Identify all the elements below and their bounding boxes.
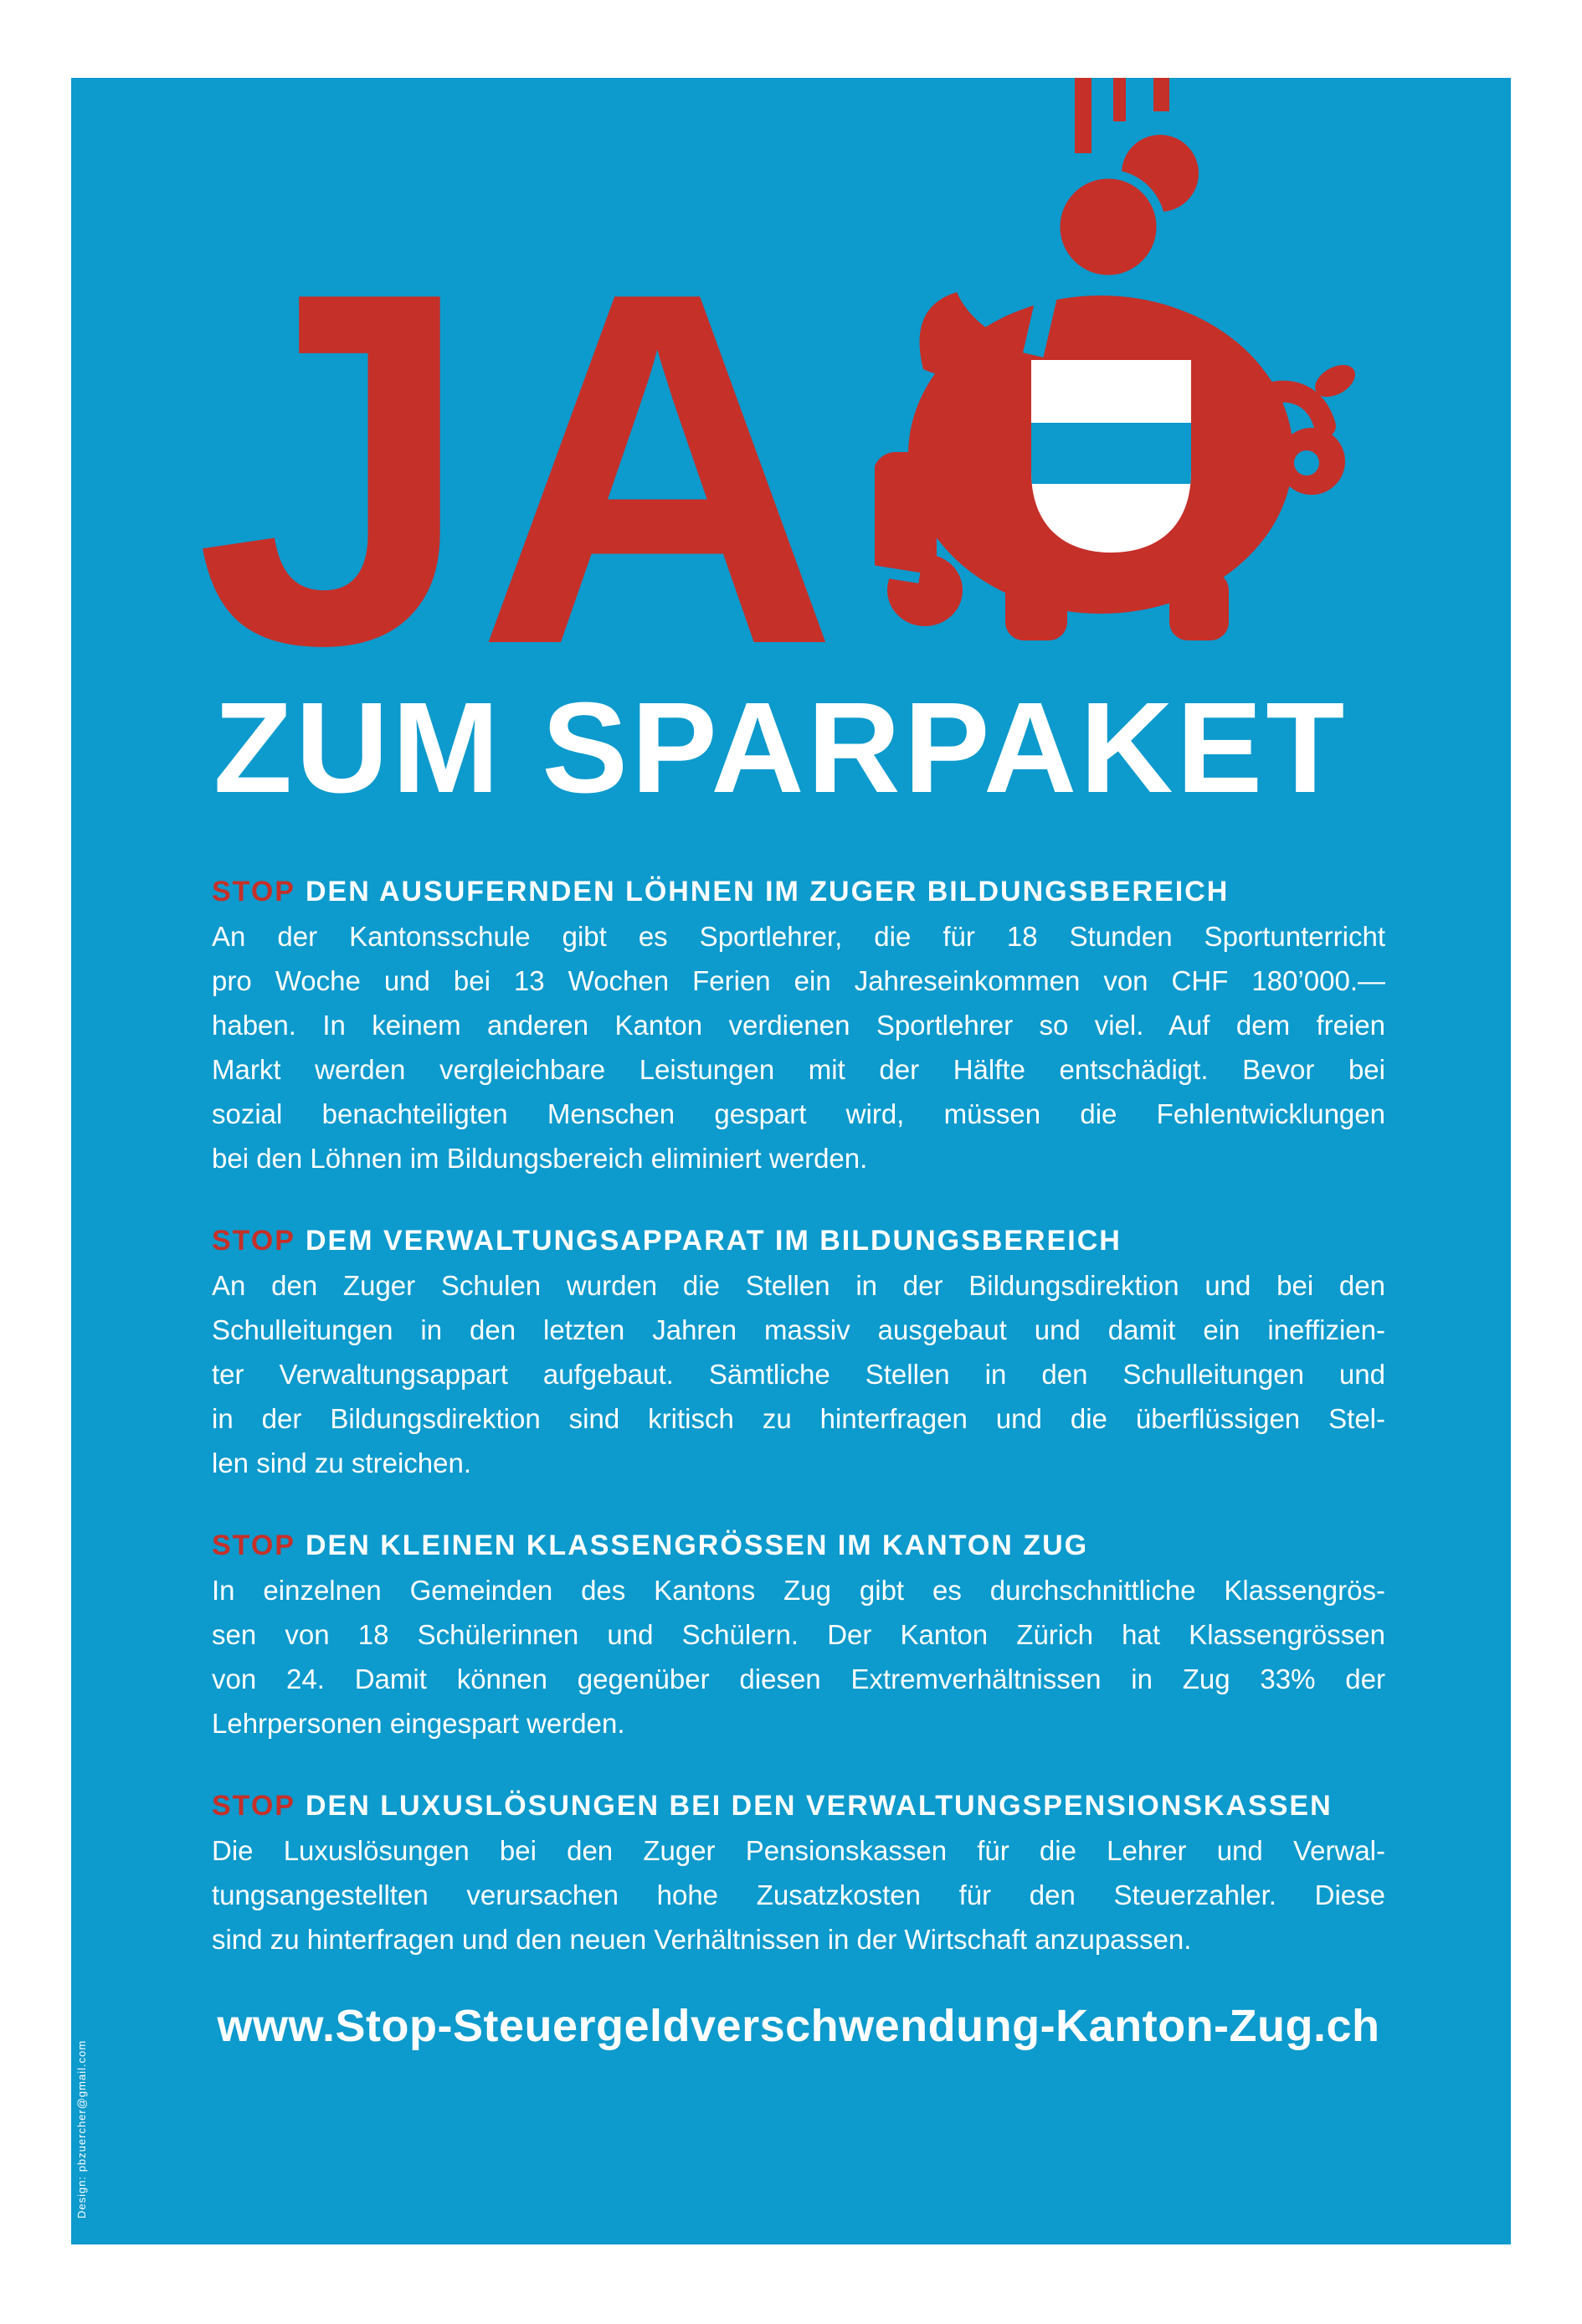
body-line: bei den Löhnen im Bildungsbereich eliminiert werden. (212, 1143, 868, 1174)
poster-panel (71, 78, 1511, 2244)
section-body (212, 914, 1385, 1180)
body-line: An der Kantonsschule gibt es Sportlehrer, die für 18 Stunden Sportunterricht (212, 921, 1385, 952)
stop-label: STOP (212, 1790, 295, 1822)
section-heading-text: DEN AUSUFERNDEN LÖHNEN IM ZUGER BILDUNGSBEREICH (305, 876, 1230, 907)
section-heading (212, 870, 1385, 914)
headline-ja: JA (195, 188, 840, 749)
section-heading-text: DEM VERWALTUNGSAPPARAT IM BILDUNGSBEREICH (305, 1225, 1122, 1257)
stop-label: STOP (212, 1225, 295, 1257)
section-heading-text: DEN KLEINEN KLASSENGRÖSSEN IM KANTON ZUG (305, 1530, 1089, 1561)
body-line: sozial benachteiligten Menschen gespart wird, müssen die Fehlentwicklungen (212, 1098, 1385, 1129)
section-body (212, 1828, 1385, 1962)
stop-section (212, 1784, 1385, 1962)
body-line: len sind zu streichen. (212, 1447, 472, 1478)
section-body (212, 1568, 1385, 1746)
body-line: haben. In keinem anderen Kanton verdienen Sportlehrer so viel. Auf dem freien (212, 1010, 1385, 1041)
coin-icon (1056, 174, 1161, 280)
section-heading (212, 1524, 1385, 1568)
body-line: in der Bildungsdirektion sind kritisch zu hinterfragen und die überflüssigen Stel- (212, 1403, 1385, 1434)
stop-section (212, 1219, 1385, 1485)
section-heading (212, 1784, 1385, 1828)
body-line: Lehrpersonen eingespart werden. (212, 1708, 625, 1739)
body-line: pro Woche und bei 13 Wochen Ferien ein Jahreseinkommen von CHF 180’000.— (212, 965, 1385, 996)
stop-sections (212, 870, 1385, 2000)
body-line: sen von 18 Schülerinnen und Schülern. Der Kanton Zürich hat Klassengrössen (212, 1619, 1385, 1650)
body-line: An den Zuger Schulen wurden die Stellen in der Bildungsdirektion und bei den (212, 1270, 1385, 1301)
body-line: Schulleitungen in den letzten Jahren massiv ausgebaut und damit ein ineffizien- (212, 1314, 1385, 1345)
section-body (212, 1263, 1385, 1485)
piggy-bank-illustration (875, 78, 1423, 670)
stop-label: STOP (212, 876, 295, 907)
section-heading (212, 1219, 1385, 1263)
body-line: ter Verwaltungsappart aufgebaut. Sämtliche Stellen in den Schulleitungen und (212, 1359, 1385, 1390)
website-url: www.Stop-Steuergeldverschwendung-Kanton-Zug.ch (217, 2001, 1380, 2051)
body-line: In einzelnen Gemeinden des Kantons Zug gibt es durchschnittliche Klassengrös- (212, 1575, 1385, 1606)
section-heading-text: DEN LUXUSLÖSUNGEN BEI DEN VERWALTUNGSPENSIONSKASSEN (305, 1790, 1333, 1822)
body-line: von 24. Damit können gegenüber diesen Extremverhältnissen in Zug 33% der (212, 1663, 1385, 1694)
body-line: Die Luxuslösungen bei den Zuger Pensionskassen für die Lehrer und Verwal- (212, 1835, 1385, 1866)
stop-section (212, 1524, 1385, 1746)
design-credit: Design: pbzuercher@gmail.com (75, 2039, 88, 2219)
headline-subtitle: ZUM SPARPAKET (213, 676, 1348, 820)
body-line: sind zu hinterfragen und den neuen Verhältnissen in der Wirtschaft anzupassen. (212, 1924, 1192, 1955)
stop-label: STOP (212, 1530, 295, 1561)
stop-section (212, 870, 1385, 1180)
body-line: Markt werden vergleichbare Leistungen mit der Hälfte entschädigt. Bevor bei (212, 1054, 1385, 1085)
zug-shield-icon (1025, 360, 1197, 553)
body-line: tungsangestellten verursachen hohe Zusatzkosten für den Steuerzahler. Diese (212, 1879, 1385, 1910)
